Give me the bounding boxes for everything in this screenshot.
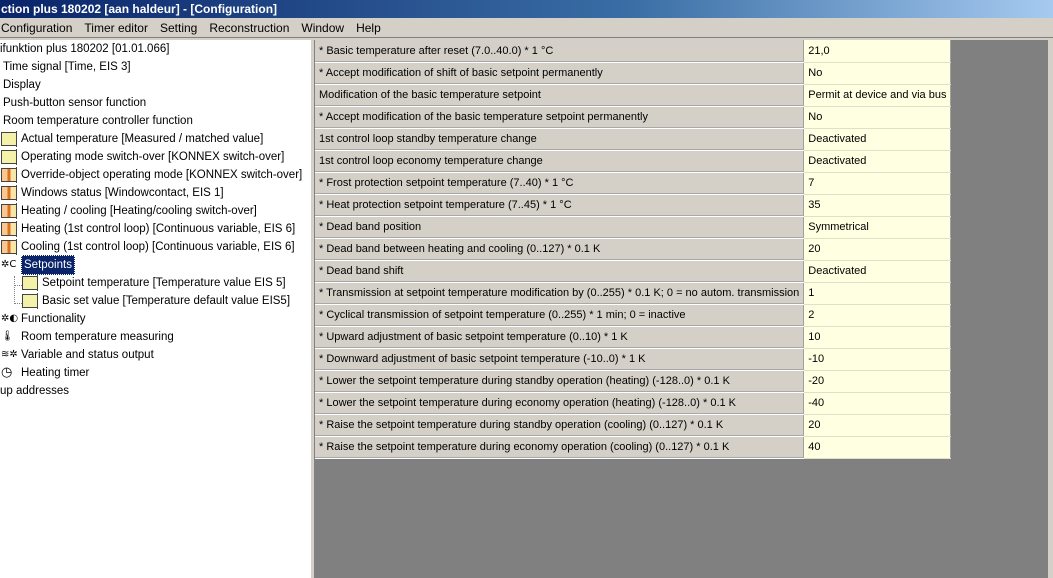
parameter-label: Modification of the basic temperature setpoint — [315, 84, 804, 106]
tree-connector — [14, 303, 22, 304]
parameter-value[interactable]: 10 — [804, 326, 951, 348]
parameter-label: * Dead band between heating and cooling (0..127) * 0.1 K — [315, 238, 804, 260]
parameter-label: 1st control loop standby temperature change — [315, 128, 804, 150]
thermometer-icon: 🌡 — [1, 331, 14, 342]
menu-setting[interactable]: Setting — [159, 20, 198, 35]
parameter-label: * Transmission at setpoint temperature modification by (0..255) * 0.1 K; 0 = no autom. transmission — [315, 282, 804, 304]
parameter-row[interactable] — [315, 260, 951, 282]
window-title: ction plus 180202 [aan haldeur] - [Configuration] — [1, 2, 278, 16]
parameter-value[interactable]: 40 — [804, 436, 951, 458]
parameter-value[interactable]: 35 — [804, 194, 951, 216]
tree-item-label: Override-object operating mode [KONNEX switch-over] — [21, 169, 303, 181]
tree-item-label: Heating / cooling [Heating/cooling switch-over] — [21, 205, 257, 217]
parameter-label: * Raise the setpoint temperature during standby operation (cooling) (0..127) * 0.1 K — [315, 414, 804, 436]
menu-timer-editor[interactable]: Timer editor — [84, 20, 148, 35]
menu-reconstruction[interactable]: Reconstruction — [209, 20, 290, 35]
tree-root[interactable] — [0, 40, 169, 58]
tree-item-functionality[interactable] — [1, 310, 86, 328]
tree-object-item[interactable] — [1, 148, 284, 166]
menu-help[interactable]: Help — [356, 20, 381, 35]
tree-item-label: Time signal [Time, EIS 3] — [3, 61, 131, 73]
tree-item-label: Operating mode switch-over [KONNEX switch-over] — [21, 151, 285, 163]
parameter-row[interactable] — [315, 238, 951, 260]
parameter-row[interactable] — [315, 304, 951, 326]
object-orange-icon — [1, 222, 17, 236]
tree-root-label: ifunktion plus 180202 [01.01.066] — [0, 43, 170, 55]
parameter-row[interactable] — [315, 172, 951, 194]
tree-item-label: Room temperature measuring — [21, 331, 174, 343]
parameter-row[interactable] — [315, 194, 951, 216]
parameter-label: * Lower the setpoint temperature during economy operation (heating) (-128..0) * 0.1 K — [315, 392, 804, 414]
tree-item-label: Heating timer — [21, 367, 90, 379]
parameter-value[interactable]: 20 — [804, 414, 951, 436]
parameter-row[interactable] — [315, 150, 951, 172]
parameter-row[interactable] — [315, 282, 951, 304]
parameter-label: * Lower the setpoint temperature during standby operation (heating) (-128..0) * 0.1 K — [315, 370, 804, 392]
tree-item-label: up addresses — [0, 385, 70, 397]
parameter-row[interactable] — [315, 414, 951, 436]
parameter-value[interactable]: 21,0 — [804, 40, 951, 62]
clock-icon: ◷ — [1, 365, 13, 380]
parameter-value[interactable]: Deactivated — [804, 260, 951, 282]
tree-item-label: Basic set value [Temperature default value EIS5] — [42, 295, 291, 307]
parameter-label: * Frost protection setpoint temperature (7..40) * 1 °C — [315, 172, 804, 194]
tree-item-label: Actual temperature [Measured / matched value] — [21, 133, 264, 145]
tree-object-item[interactable] — [1, 238, 295, 256]
parameter-row[interactable] — [315, 326, 951, 348]
parameter-value[interactable]: Deactivated — [804, 150, 951, 172]
parameter-label: * Accept modification of shift of basic setpoint permanently — [315, 62, 804, 84]
parameter-value[interactable]: -10 — [804, 348, 951, 370]
tree-item-label: Setpoint temperature [Temperature value EIS 5] — [42, 277, 286, 289]
object-yellow-icon — [22, 294, 38, 308]
parameter-row[interactable] — [315, 40, 951, 62]
tree-object-item[interactable] — [1, 184, 224, 202]
parameter-label: * Cyclical transmission of setpoint temperature (0..255) * 1 min; 0 = inactive — [315, 304, 804, 326]
parameter-label: * Dead band position — [315, 216, 804, 238]
tree-item-label: Push-button sensor function — [3, 97, 147, 109]
parameter-value[interactable]: No — [804, 62, 951, 84]
object-orange-icon — [1, 186, 17, 200]
tree-item-heating-timer[interactable] — [1, 364, 89, 382]
parameter-row[interactable] — [315, 128, 951, 150]
parameter-value[interactable]: 1 — [804, 282, 951, 304]
object-orange-icon — [1, 240, 17, 254]
tree-item-push-button[interactable] — [3, 94, 146, 112]
tree-item-label: Cooling (1st control loop) [Continuous variable, EIS 6] — [21, 241, 295, 253]
parameter-row[interactable] — [315, 62, 951, 84]
parameter-row[interactable] — [315, 106, 951, 128]
object-yellow-icon — [1, 132, 17, 146]
configuration-tree[interactable] — [0, 40, 310, 578]
menu-window[interactable]: Window — [301, 20, 345, 35]
parameter-value[interactable]: -40 — [804, 392, 951, 414]
object-yellow-icon — [22, 276, 38, 290]
tree-item-label: Functionality — [21, 313, 86, 325]
tree-item-group-addresses[interactable] — [0, 382, 69, 400]
variable-output-icon: ≋✲ — [1, 349, 18, 360]
parameter-row[interactable] — [315, 392, 951, 414]
parameter-label: * Basic temperature after reset (7.0..40.0) * 1 °C — [315, 40, 804, 62]
parameter-grid — [315, 40, 951, 459]
tree-item-setpoints[interactable] — [1, 256, 75, 274]
parameter-row[interactable] — [315, 84, 951, 106]
tree-item-label: Setpoints — [21, 255, 75, 275]
tree-item-room-temp-controller[interactable] — [3, 112, 193, 130]
tree-connector — [14, 276, 15, 304]
tree-object-item[interactable] — [1, 202, 257, 220]
parameter-row[interactable] — [315, 216, 951, 238]
object-orange-icon — [1, 204, 17, 218]
tree-item-label: Windows status [Windowcontact, EIS 1] — [21, 187, 224, 199]
tree-item-display[interactable] — [3, 76, 41, 94]
parameter-value[interactable]: Deactivated — [804, 128, 951, 150]
parameter-label: * Accept modification of the basic temperature setpoint permanently — [315, 106, 804, 128]
object-yellow-icon — [1, 150, 17, 164]
window-title-bar[interactable] — [0, 0, 1053, 18]
tree-item-time-signal[interactable] — [3, 58, 131, 76]
menu-bar — [0, 18, 1053, 38]
parameter-label: * Dead band shift — [315, 260, 804, 282]
parameter-value[interactable]: 20 — [804, 238, 951, 260]
parameter-value[interactable]: 7 — [804, 172, 951, 194]
parameter-value[interactable]: -20 — [804, 370, 951, 392]
tree-item-label: Room temperature controller function — [3, 115, 193, 127]
parameter-label: * Raise the setpoint temperature during economy operation (cooling) (0..127) * 0.1 K — [315, 436, 804, 458]
tree-object-item[interactable] — [1, 166, 302, 184]
parameter-value[interactable]: Symmetrical — [804, 216, 951, 238]
object-orange-icon — [1, 168, 17, 182]
parameter-label: * Upward adjustment of basic setpoint temperature (0..10) * 1 K — [315, 326, 804, 348]
parameter-pane — [315, 40, 1053, 578]
tree-item-label: Heating (1st control loop) [Continuous variable, EIS 6] — [21, 223, 296, 235]
parameter-value[interactable]: 2 — [804, 304, 951, 326]
parameter-value[interactable]: Permit at device and via bus — [804, 84, 951, 106]
tree-object-item[interactable] — [1, 220, 295, 238]
parameter-label: 1st control loop economy temperature change — [315, 150, 804, 172]
parameter-row[interactable] — [315, 436, 951, 458]
right-edge — [1048, 38, 1053, 578]
tree-object-item[interactable] — [22, 292, 290, 310]
parameter-row[interactable] — [315, 370, 951, 392]
tree-item-variable-output[interactable] — [1, 346, 154, 364]
tree-item-label: Variable and status output — [21, 349, 154, 361]
tree-connector — [14, 285, 22, 286]
parameter-row[interactable] — [315, 348, 951, 370]
menu-configuration[interactable]: Configuration — [1, 20, 73, 35]
tree-item-label: Display — [3, 79, 41, 91]
functionality-icon: ✲◐ — [1, 313, 19, 324]
tree-item-room-temp-measuring[interactable] — [1, 328, 174, 346]
setpoints-icon: ✲C — [1, 259, 17, 270]
parameter-label: * Heat protection setpoint temperature (7..45) * 1 °C — [315, 194, 804, 216]
parameter-value[interactable]: No — [804, 106, 951, 128]
tree-object-item[interactable] — [22, 274, 286, 292]
parameter-label: * Downward adjustment of basic setpoint temperature (-10..0) * 1 K — [315, 348, 804, 370]
tree-object-item[interactable] — [1, 130, 263, 148]
